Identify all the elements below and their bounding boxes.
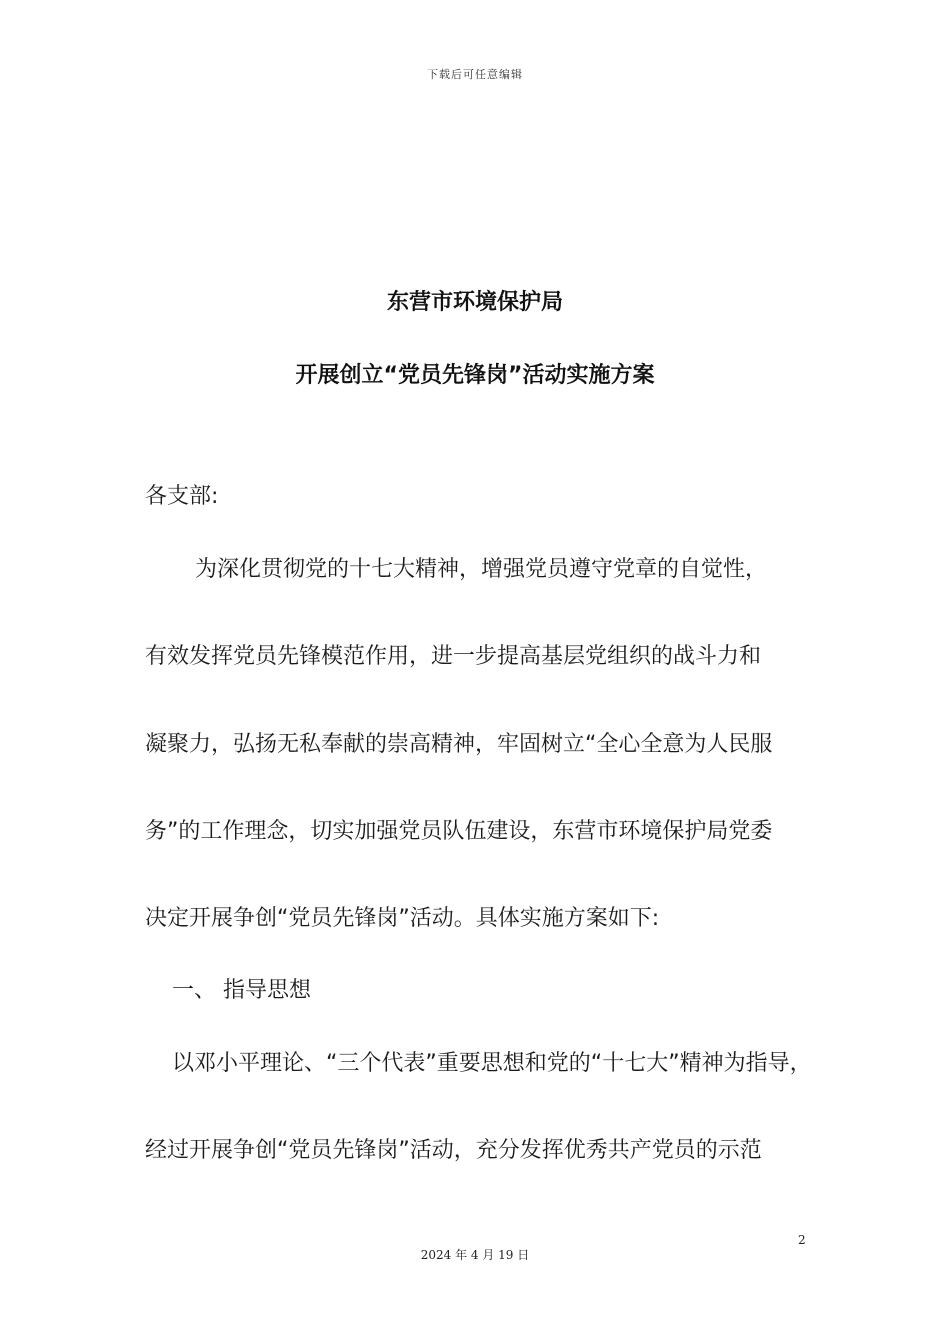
salutation: 各支部: <box>145 484 219 509</box>
document-title-line1: 东营市环境保护局 <box>386 290 563 315</box>
paragraph1-line: 务”的工作理念，切实加强党员队伍建设，东营市环境保护局党委 <box>145 819 773 844</box>
paragraph1-line: 为深化贯彻党的十七大精神，增强党员遵守党章的自觉性， <box>195 557 768 582</box>
document-title-line2: 开展创立“党员先锋岗”活动实施方案 <box>295 363 655 388</box>
footer-date: 2024 年 4 月 19 日 <box>420 1248 530 1262</box>
paragraph1-line: 凝聚力，弘扬无私奉献的崇高精神，牢固树立“全心全意为人民服 <box>145 732 773 757</box>
paragraph2-line: 经过开展争创“党员先锋岗”活动，充分发挥优秀共产党员的示范 <box>145 1138 762 1163</box>
page-number: 2 <box>798 1233 806 1247</box>
paragraph2-line: 以邓小平理论、“三个代表”重要思想和党的“十七大”精神为指导， <box>172 1051 812 1076</box>
section-heading: 一、 指导思想 <box>172 978 311 1003</box>
paragraph1-line: 有效发挥党员先锋模范作用，进一步提高基层党组织的战斗力和 <box>145 644 762 669</box>
header-note: 下载后可任意编辑 <box>427 68 523 81</box>
paragraph1-line: 决定开展争创“党员先锋岗”活动。具体实施方案如下: <box>145 906 660 931</box>
